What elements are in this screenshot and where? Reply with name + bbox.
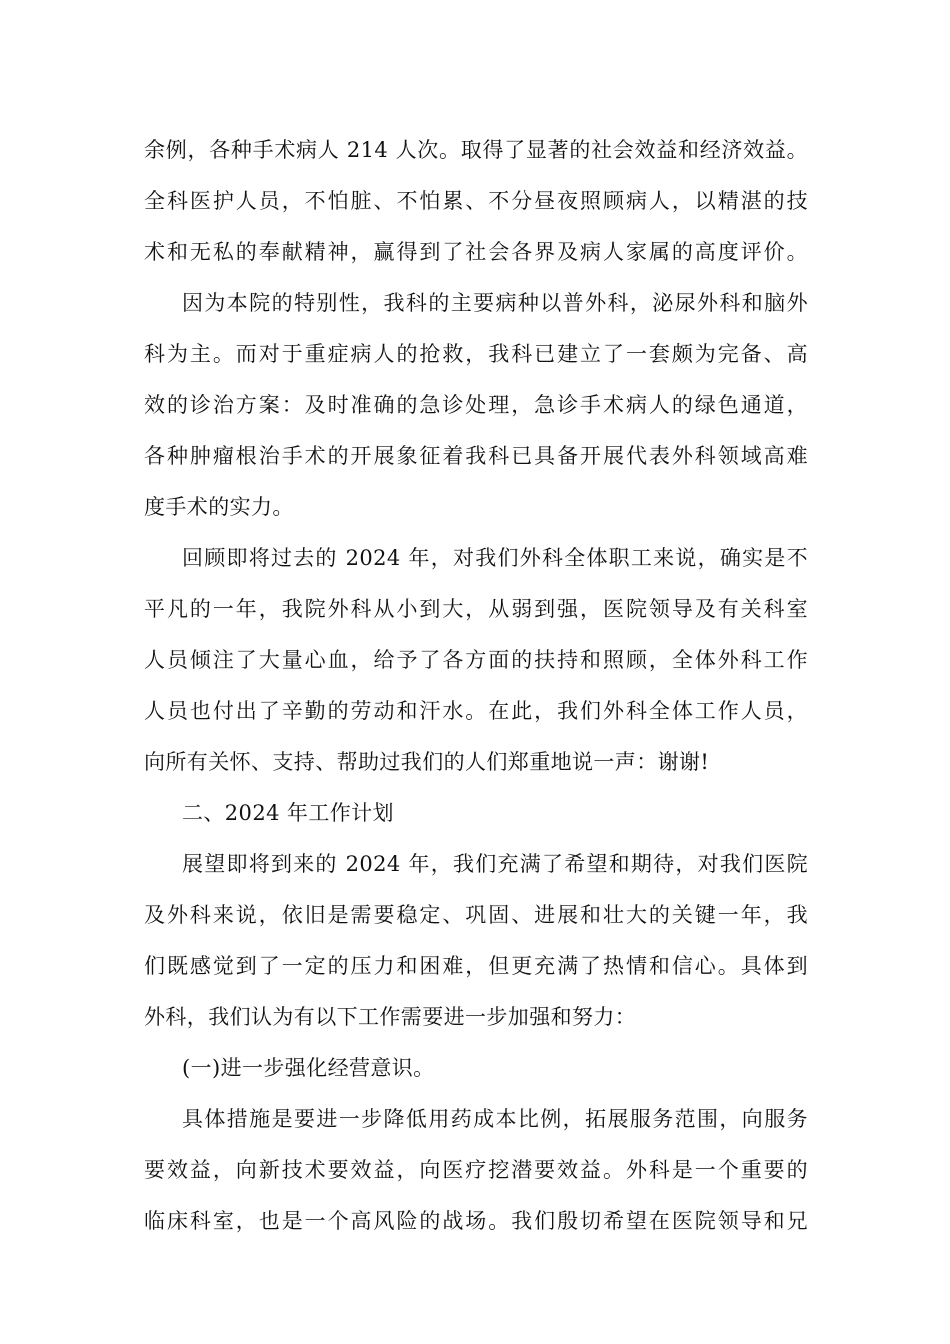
text-line: 要效益，向新技术要效益，向医疗挖潜要效益。外科是一个重要的 [144,1158,808,1182]
text-line: 余例，各种手术病人 214 人次。取得了显著的社会效益和经济效益。 [144,138,808,162]
text-line: 科为主。而对于重症病人的抢救，我科已建立了一套颇为完备、高 [144,342,808,366]
text-line: 效的诊治方案：及时准确的急诊处理，急诊手术病人的绿色通道， [144,393,808,417]
text-line: 人员也付出了辛勤的劳动和汗水。在此，我们外科全体工作人员， [144,699,808,723]
text-line: 平凡的一年，我院外科从小到大，从弱到强，医院领导及有关科室 [144,597,808,621]
text-line: (一)进一步强化经营意识。 [182,1056,435,1080]
text-line: 向所有关怀、支持、帮助过我们的人们郑重地说一声：谢谢! [144,750,710,774]
text-line: 术和无私的奉献精神，赢得到了社会各界及病人家属的高度评价。 [144,240,808,264]
text-line: 二、2024 年工作计划 [182,801,394,825]
text-line: 及外科来说，依旧是需要稳定、巩固、进展和壮大的关键一年，我 [144,903,808,927]
text-line: 各种肿瘤根治手术的开展象征着我科已具备开展代表外科领域高难 [144,444,808,468]
text-line: 展望即将到来的 2024 年，我们充满了希望和期待，对我们医院 [182,852,808,876]
text-line: 人员倾注了大量心血，给予了各方面的扶持和照顾，全体外科工作 [144,648,808,672]
text-line: 们既感觉到了一定的压力和困难，但更充满了热情和信心。具体到 [144,954,808,978]
text-line: 回顾即将过去的 2024 年，对我们外科全体职工来说，确实是不 [182,546,808,570]
text-line: 全科医护人员，不怕脏、不怕累、不分昼夜照顾病人，以精湛的技 [144,189,808,213]
document-body [144,125,808,1247]
text-line: 度手术的实力。 [144,495,294,519]
text-line: 因为本院的特别性，我科的主要病种以普外科，泌尿外科和脑外 [182,291,808,315]
text-line: 临床科室，也是一个高风险的战场。我们殷切希望在医院领导和兄 [144,1209,808,1233]
text-line: 外科，我们认为有以下工作需要进一步加强和努力： [144,1005,637,1029]
text-line: 具体措施是要进一步降低用药成本比例，拓展服务范围，向服务 [182,1107,808,1131]
